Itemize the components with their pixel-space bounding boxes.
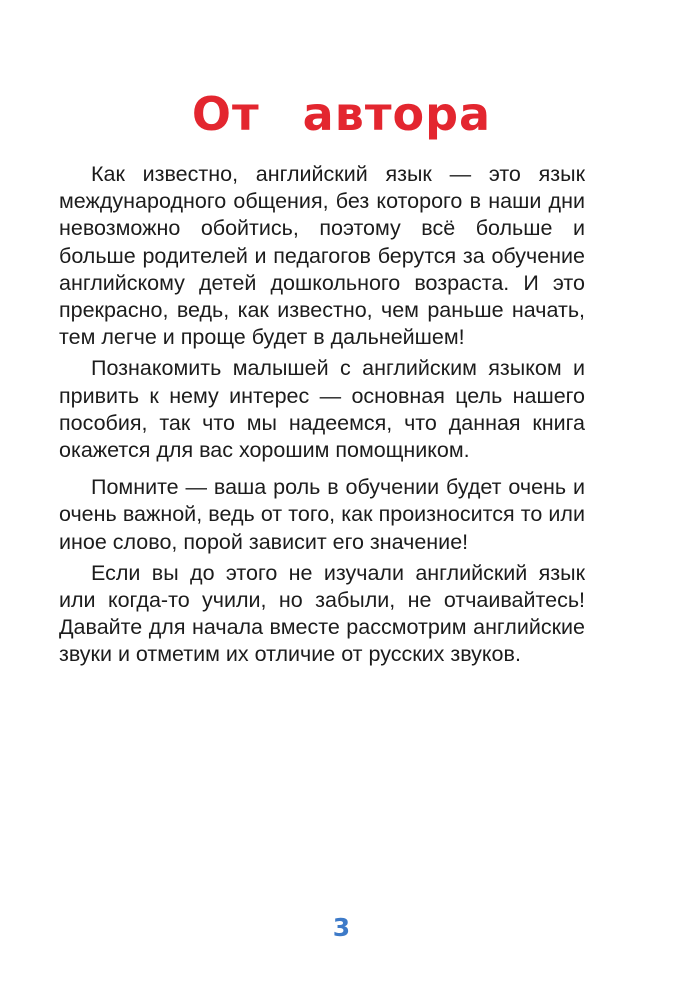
- paragraph-3: Помните — ваша роль в обучении будет очень и очень важной, ведь от того, как произносится то или иное слово, порой зависит его значение!: [59, 475, 585, 554]
- page-title: От автора: [191, 87, 492, 141]
- paragraph-4: Если вы до этого не изучали английский язык или когда-то учили, но забыли, не отчаивайтесь! Давайте для начала вместе рассмотрим английские звуки и отметим их отличие от русских звуков.: [59, 560, 585, 667]
- paragraph-2: Познакомить малышей с английским языком и привить к нему интерес — основная цель нашего пособия, так что мы надеемся, что данная книга окажется для вас хорошим помощником.: [59, 356, 585, 463]
- page-number: 3: [332, 913, 351, 942]
- paragraph-1: Как известно, английский язык — это язык международного общения, без которого в наши дни невозможно обойтись, поэтому всё больше и больше родителей и педагогов берутся за обучение английскому детей дошкольного возраста. И это прекрасно, ведь, как известно, чем раньше начать, тем легче и проще будет в дальнейшем!: [59, 162, 585, 350]
- author-foreword-text: [59, 161, 585, 669]
